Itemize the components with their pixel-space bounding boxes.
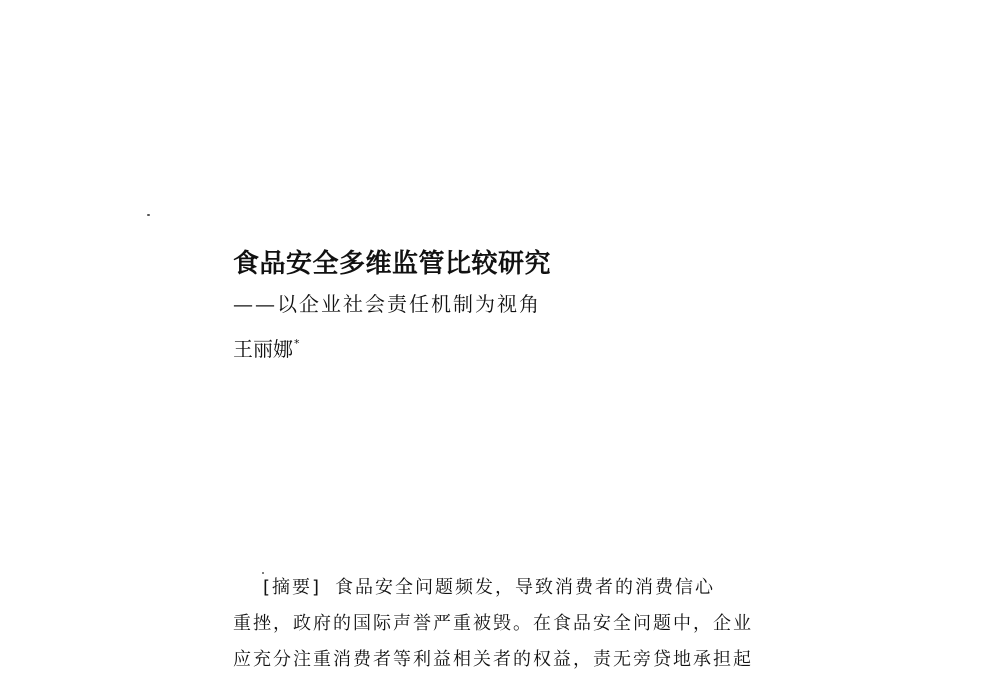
author-name: 王丽娜	[233, 337, 293, 361]
abstract-line	[233, 574, 778, 610]
abstract-line: 应充分注重消费者等利益相关者的权益，责无旁贷地承担起	[233, 649, 753, 670]
article-subtitle: ——以企业社会责任机制为视角	[233, 292, 541, 316]
abstract-section	[233, 574, 778, 682]
article-author	[233, 330, 300, 363]
article-title: 食品安全多维监管比较研究	[233, 249, 552, 279]
scan-speck	[147, 214, 150, 216]
author-footnote-mark: *	[294, 337, 300, 350]
abstract-label: [摘要]	[263, 577, 322, 598]
abstract-text: 食品安全问题频发，导致消费者的消费信心	[335, 577, 716, 598]
abstract-line: 重挫，政府的国际声誉严重被毁。在食品安全问题中，企业	[233, 613, 753, 634]
